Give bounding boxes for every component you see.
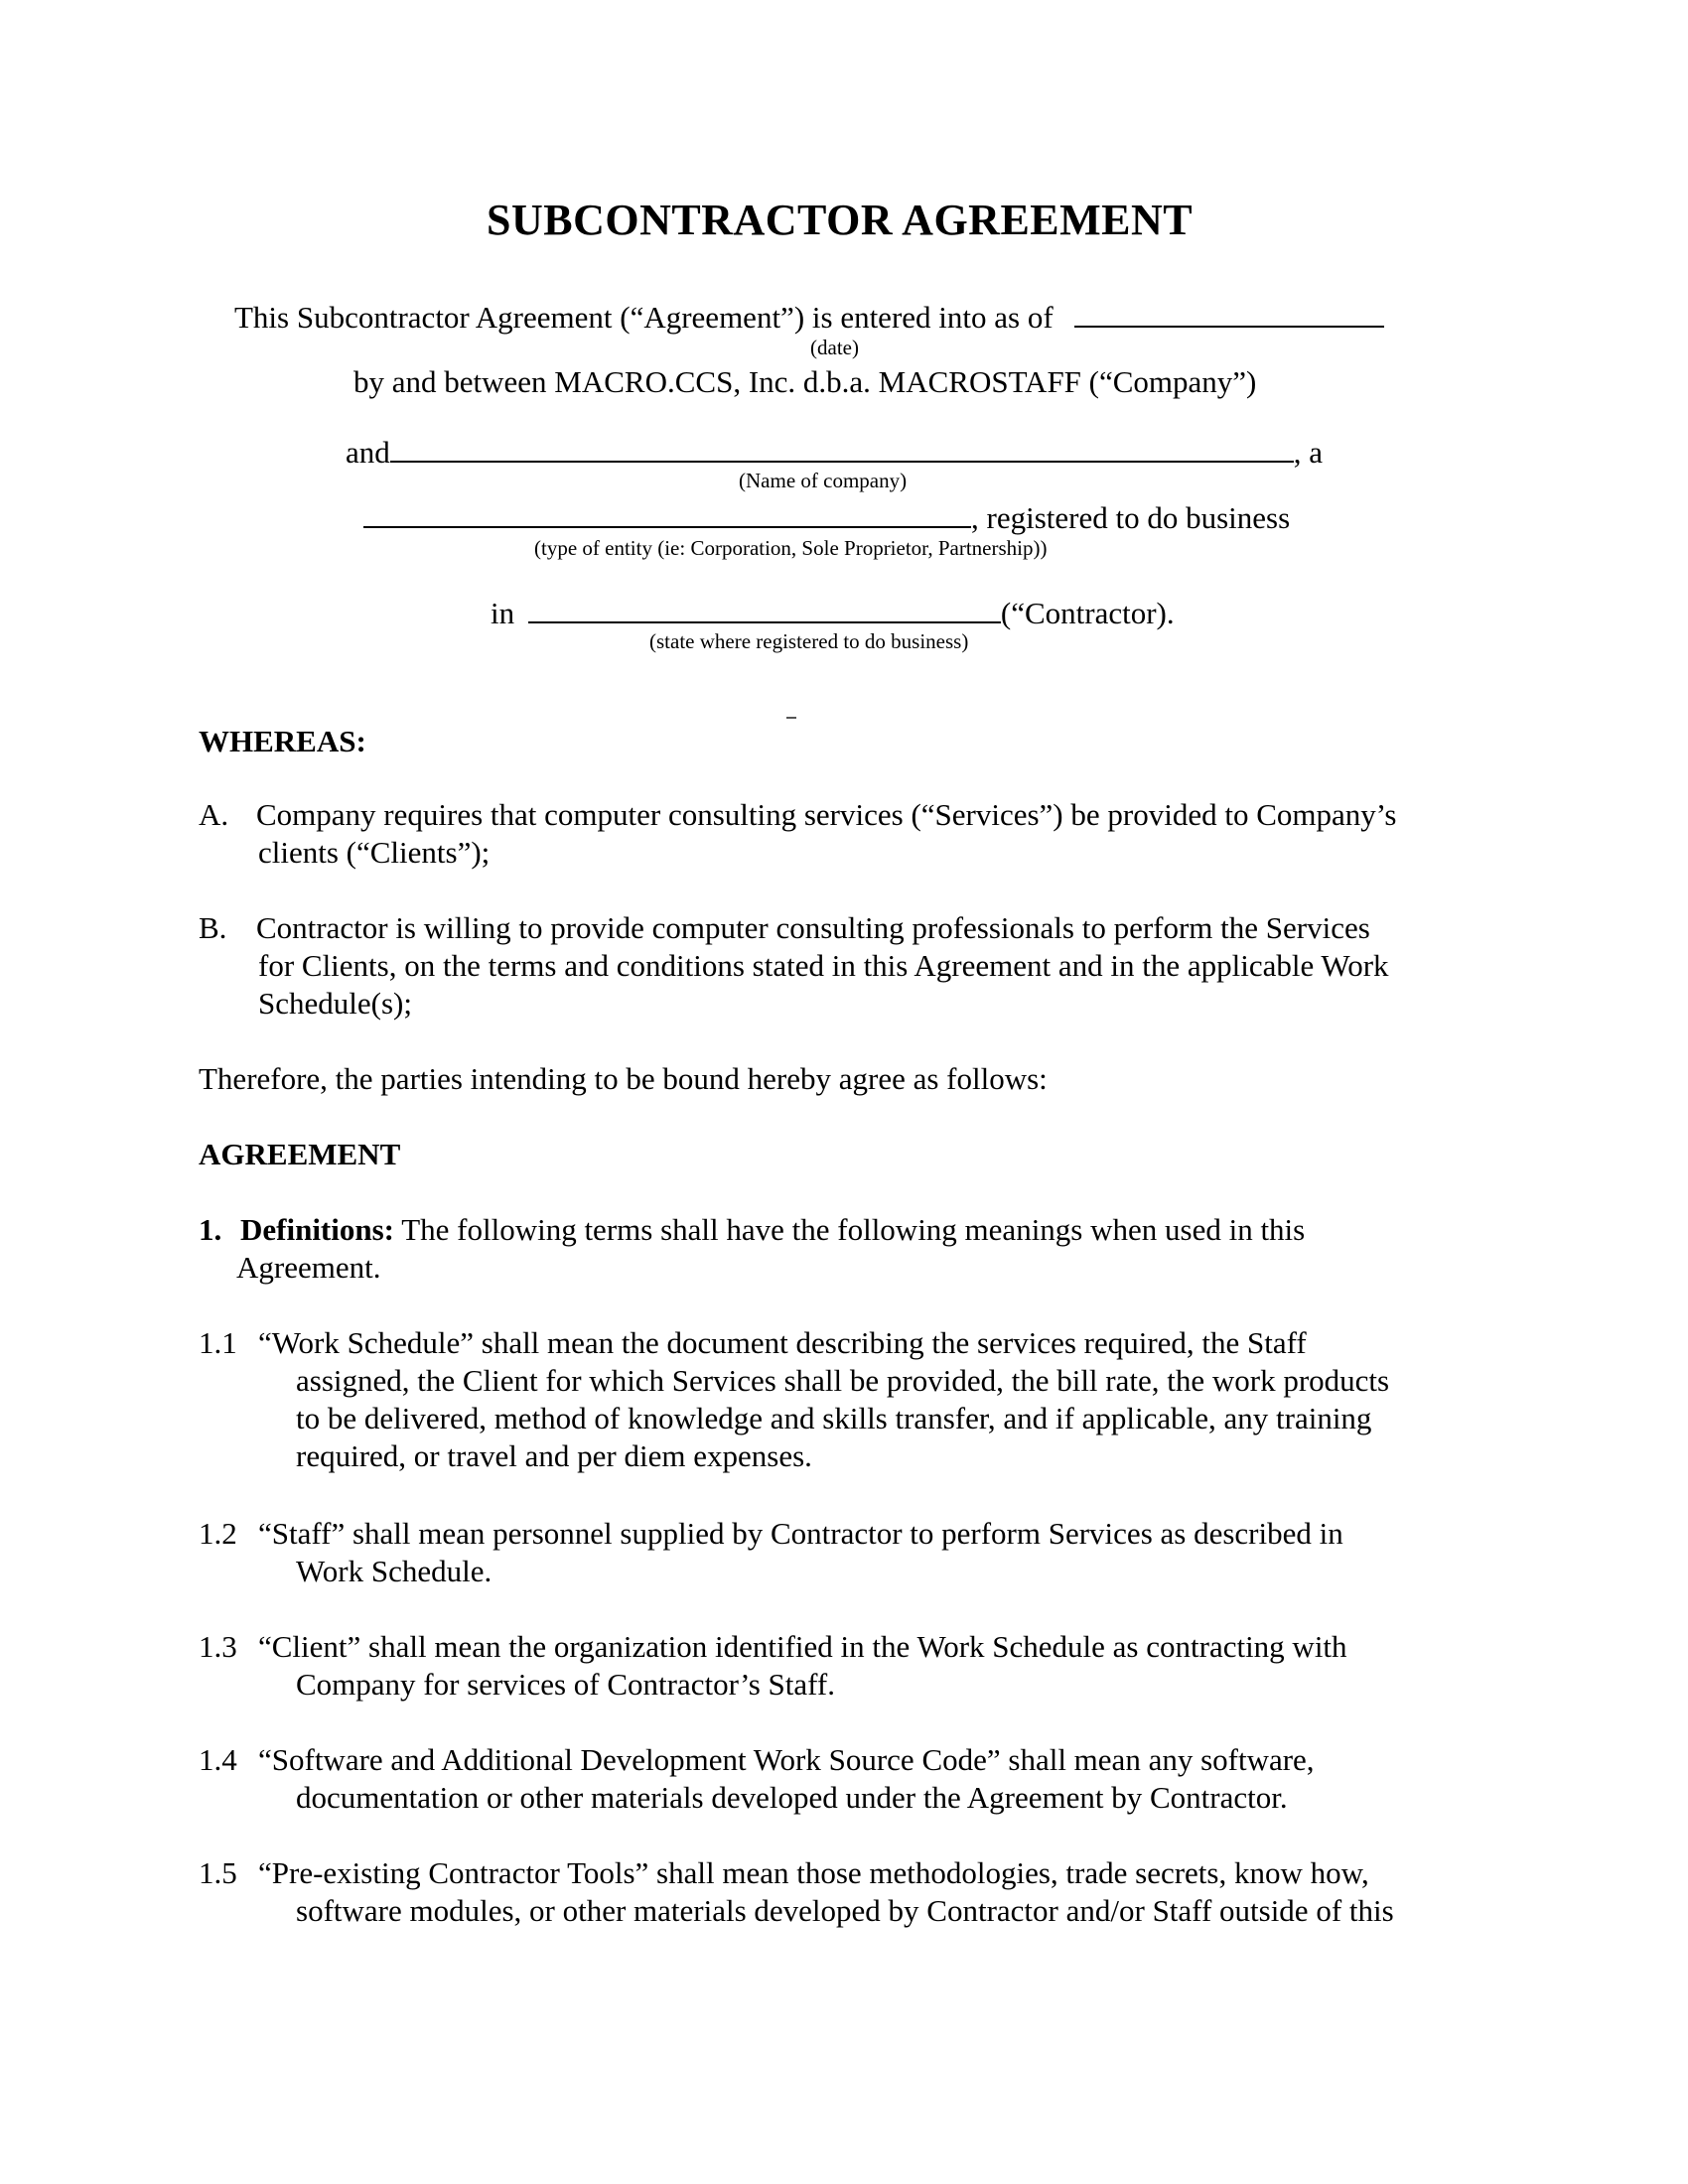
entity-type-blank[interactable] bbox=[363, 496, 971, 528]
definition-number: 1.1 bbox=[199, 1325, 237, 1360]
whereas-item-b bbox=[199, 909, 1389, 1023]
state-line bbox=[491, 592, 1175, 632]
whereas-b-line-1: Contractor is willing to provide computer consulting professionals to perform the Services bbox=[256, 910, 1370, 945]
definition-line: software modules, or other materials developed by Contractor and/or Staff outside of this bbox=[296, 1893, 1394, 1928]
definition-1-1 bbox=[199, 1324, 1389, 1475]
definition-1-3 bbox=[199, 1628, 1347, 1704]
definition-number: 1.4 bbox=[199, 1742, 237, 1777]
definition-line: to be delivered, method of knowledge and skills transfer, and if applicable, any training bbox=[296, 1401, 1372, 1435]
whereas-b-line-2: for Clients, on the terms and conditions stated in this Agreement and in the applicable Work bbox=[258, 948, 1389, 983]
definition-line: “Work Schedule” shall mean the document describing the services required, the Staff bbox=[258, 1325, 1307, 1360]
in-prefix: in bbox=[491, 596, 515, 630]
whereas-item-a bbox=[199, 796, 1396, 872]
and-suffix: , a bbox=[1293, 435, 1324, 470]
definition-line: assigned, the Client for which Services shall be provided, the bill rate, the work products bbox=[296, 1363, 1390, 1398]
entity-type-caption: (type of entity (ie: Corporation, Sole Proprietor, Partnership)) bbox=[534, 536, 1048, 560]
definition-line: required, or travel and per diem expenses. bbox=[296, 1438, 812, 1473]
section-1-definitions bbox=[199, 1211, 1305, 1287]
definition-line: documentation or other materials developed under the Agreement by Contractor. bbox=[296, 1780, 1288, 1815]
registered-suffix: , registered to do business bbox=[971, 500, 1291, 535]
definition-line: Company for services of Contractor’s Staff. bbox=[296, 1667, 835, 1702]
section-1-number: 1. bbox=[199, 1212, 222, 1247]
whereas-a-marker: A. bbox=[199, 797, 229, 832]
whereas-b-line-3: Schedule(s); bbox=[258, 986, 412, 1021]
definition-number: 1.3 bbox=[199, 1629, 237, 1664]
definition-line: Work Schedule. bbox=[296, 1554, 492, 1588]
intro-line-2: by and between MACRO.CCS, Inc. d.b.a. MACROSTAFF (“Company”) bbox=[353, 364, 1257, 399]
date-caption: (date) bbox=[810, 336, 859, 359]
definition-line: “Pre-existing Contractor Tools” shall mean those methodologies, trade secrets, know how, bbox=[258, 1855, 1369, 1890]
state-caption: (state where registered to do business) bbox=[649, 629, 969, 653]
definition-line: “Software and Additional Development Work Source Code” shall mean any software, bbox=[258, 1742, 1315, 1777]
state-blank[interactable] bbox=[528, 592, 1001, 623]
date-blank[interactable] bbox=[1074, 296, 1384, 328]
stray-mark bbox=[786, 717, 796, 719]
section-1-line-2: Agreement. bbox=[236, 1250, 381, 1285]
definition-1-4 bbox=[199, 1741, 1315, 1817]
definition-number: 1.2 bbox=[199, 1516, 237, 1551]
company-name-line bbox=[346, 431, 1323, 472]
document-title: SUBCONTRACTOR AGREEMENT bbox=[487, 196, 1194, 244]
therefore-text: Therefore, the parties intending to be bound hereby agree as follows: bbox=[199, 1061, 1048, 1096]
company-name-caption: (Name of company) bbox=[739, 469, 908, 492]
whereas-b-marker: B. bbox=[199, 910, 227, 945]
entity-line bbox=[363, 496, 1290, 537]
intro-line-1 bbox=[234, 296, 1384, 337]
whereas-a-line-2: clients (“Clients”); bbox=[258, 835, 491, 870]
whereas-a-line-1: Company requires that computer consulting services (“Services”) be provided to Company’s bbox=[256, 797, 1397, 832]
company-name-blank[interactable] bbox=[390, 431, 1294, 463]
definition-number: 1.5 bbox=[199, 1855, 237, 1890]
whereas-heading: WHEREAS: bbox=[199, 724, 366, 758]
contractor-suffix: (“Contractor). bbox=[1000, 596, 1175, 630]
and-prefix: and bbox=[346, 435, 390, 470]
definition-line: “Client” shall mean the organization identified in the Work Schedule as contracting with bbox=[258, 1629, 1347, 1664]
definition-1-2 bbox=[199, 1515, 1343, 1590]
intro-line-1-text: This Subcontractor Agreement (“Agreement”) is entered into as of bbox=[234, 300, 1054, 335]
definition-1-5 bbox=[199, 1854, 1394, 1930]
section-1-heading: Definitions: bbox=[240, 1212, 394, 1247]
definition-line: “Staff” shall mean personnel supplied by Contractor to perform Services as described in bbox=[258, 1516, 1343, 1551]
agreement-heading: AGREEMENT bbox=[199, 1137, 401, 1171]
section-1-line-1: The following terms shall have the following meanings when used in this bbox=[401, 1212, 1306, 1247]
